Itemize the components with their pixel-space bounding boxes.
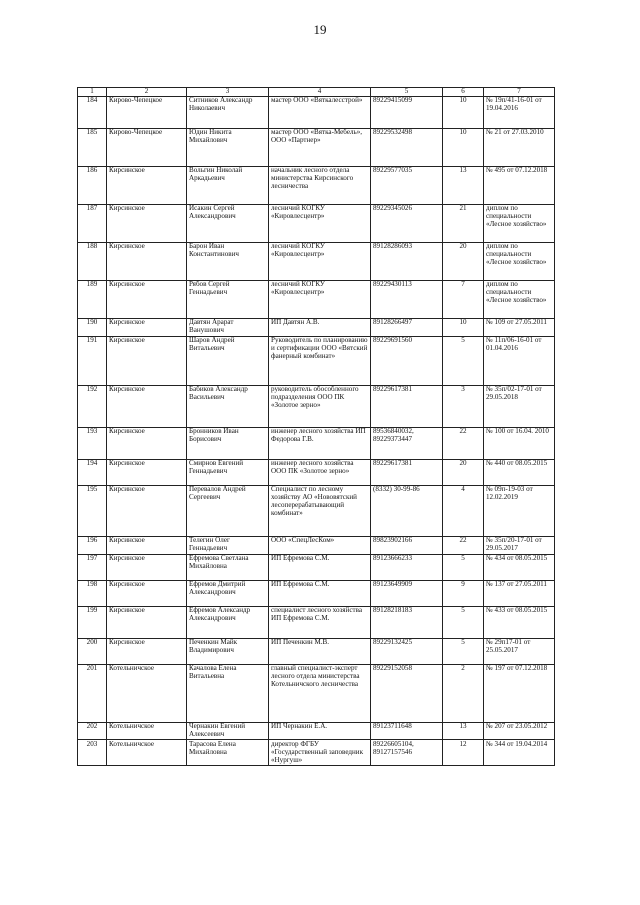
name-cell: Ефремов Александр Александрович: [187, 606, 269, 638]
document-cell: № 495 от 07.12.2018: [484, 166, 555, 204]
document-cell: № 09п-19-03 от 12.02.2019: [484, 485, 555, 536]
document-cell: № 35п/20-17-01 от 29.05.2017: [484, 536, 555, 554]
phone-cell: (8332) 30-99-86: [371, 485, 443, 536]
experience-cell: 21: [443, 204, 484, 242]
row-number: 185: [78, 128, 107, 166]
document-cell: № 11п/06-16-01 от 01.04.2016: [484, 336, 555, 385]
document-cell: № 109 от 27.05.2011: [484, 318, 555, 336]
row-number: 198: [78, 580, 107, 606]
experience-cell: 5: [443, 606, 484, 638]
phone-cell: 89123649909: [371, 580, 443, 606]
header-row: [78, 88, 555, 97]
name-cell: Юдин Никита Михайлович: [187, 128, 269, 166]
position-cell: лесничий КОГКУ «Кировлесцентр»: [269, 242, 371, 280]
position-cell: специалист лесного хозяйства ИП Ефремова С.М.: [269, 606, 371, 638]
table-row: [78, 554, 555, 580]
position-cell: Специалист по лесному хозяйству АО «Нововятский лесоперерабатывающий комбинат»: [269, 485, 371, 536]
document-cell: № 35п/02-17-01 от 29.05.2018: [484, 385, 555, 427]
district-cell: Кирсинское: [107, 554, 187, 580]
position-cell: руководитель обособленного подразделения ООО ПК «Золотое зерно»: [269, 385, 371, 427]
document-cell: № 344 от 19.04.2014: [484, 740, 555, 766]
position-cell: ИП Ефремова С.М.: [269, 580, 371, 606]
row-number: 192: [78, 385, 107, 427]
name-cell: Исакин Сергей Александрович: [187, 204, 269, 242]
table-row: [78, 242, 555, 280]
phone-cell: 89229430113: [371, 280, 443, 318]
name-cell: Барон Иван Константинович: [187, 242, 269, 280]
name-cell: Печенкин Майк Владимирович: [187, 638, 269, 664]
document-cell: диплом по специальности «Лесное хозяйство»: [484, 204, 555, 242]
document-cell: № 19п/41-16-01 от 19.04.2016: [484, 96, 555, 128]
table-row: [78, 722, 555, 740]
experience-cell: 13: [443, 722, 484, 740]
phone-cell: 89123711648: [371, 722, 443, 740]
experience-cell: 7: [443, 280, 484, 318]
row-number: 191: [78, 336, 107, 385]
name-cell: Качалова Елена Витальевна: [187, 664, 269, 722]
table-row: [78, 96, 555, 128]
experience-cell: 20: [443, 242, 484, 280]
row-number: 202: [78, 722, 107, 740]
col-header-3: 3: [187, 88, 269, 97]
name-cell: Шаров Андрей Витальевич: [187, 336, 269, 385]
position-cell: ИП Чернакин Е.А.: [269, 722, 371, 740]
table-row: [78, 280, 555, 318]
phone-cell: 89128266497: [371, 318, 443, 336]
position-cell: лесничий КОГКУ «Кировлесцентр»: [269, 280, 371, 318]
experience-cell: 4: [443, 485, 484, 536]
district-cell: Кирсинское: [107, 336, 187, 385]
name-cell: Бабиков Александр Васильевич: [187, 385, 269, 427]
position-cell: начальник лесного отдела министерства Кирсинского лесничества: [269, 166, 371, 204]
district-cell: Кирсинское: [107, 459, 187, 485]
experience-cell: 10: [443, 96, 484, 128]
name-cell: Ситников Александр Николаевич: [187, 96, 269, 128]
table-row: [78, 536, 555, 554]
district-cell: Кирсинское: [107, 580, 187, 606]
experience-cell: 22: [443, 427, 484, 459]
page-number: 19: [313, 22, 327, 37]
table-row: [78, 740, 555, 766]
experience-cell: 3: [443, 385, 484, 427]
col-header-5: 5: [371, 88, 443, 97]
position-cell: директор ФГБУ «Государственный заповедник «Нургуш»: [269, 740, 371, 766]
experience-cell: 5: [443, 336, 484, 385]
position-cell: мастер ООО «Вятка-Мебель», ООО «Партнер»: [269, 128, 371, 166]
col-header-4: 4: [269, 88, 371, 97]
table-row: [78, 606, 555, 638]
phone-cell: 89229415099: [371, 96, 443, 128]
name-cell: Смирнов Евгений Геннадьевич: [187, 459, 269, 485]
district-cell: Кирсинское: [107, 242, 187, 280]
phone-cell: 89123666233: [371, 554, 443, 580]
phone-cell: 89823902166: [371, 536, 443, 554]
col-header-1: 1: [78, 88, 107, 97]
document-cell: № 440 от 08.05.2015: [484, 459, 555, 485]
row-number: 187: [78, 204, 107, 242]
position-cell: ООО «СпецЛесКом»: [269, 536, 371, 554]
row-number: 186: [78, 166, 107, 204]
experience-cell: 13: [443, 166, 484, 204]
document-cell: № 197 от 07.12.2018: [484, 664, 555, 722]
table-row: [78, 336, 555, 385]
position-cell: инженер лесного хозяйства ООО ПК «Золотое зерно»: [269, 459, 371, 485]
district-cell: Кирово-Чепецкое: [107, 128, 187, 166]
document-cell: № 137 от 27.05.2011: [484, 580, 555, 606]
row-number: 197: [78, 554, 107, 580]
col-header-2: 2: [107, 88, 187, 97]
name-cell: Перевалов Андрей Сергеевич: [187, 485, 269, 536]
name-cell: Тарасова Елена Михайловна: [187, 740, 269, 766]
name-cell: Телегин Олег Геннадьевич: [187, 536, 269, 554]
row-number: 196: [78, 536, 107, 554]
phone-cell: 89229152058: [371, 664, 443, 722]
phone-cell: 89229577035: [371, 166, 443, 204]
experience-cell: 5: [443, 554, 484, 580]
col-header-7: 7: [484, 88, 555, 97]
table-row: [78, 459, 555, 485]
phone-cell: 89128218183: [371, 606, 443, 638]
district-cell: Кирсинское: [107, 204, 187, 242]
experience-cell: 22: [443, 536, 484, 554]
row-number: 194: [78, 459, 107, 485]
row-number: 190: [78, 318, 107, 336]
name-cell: Рябов Сергей Геннадьевич: [187, 280, 269, 318]
phone-cell: 89229532498: [371, 128, 443, 166]
row-number: 184: [78, 96, 107, 128]
table-row: [78, 166, 555, 204]
position-cell: лесничий КОГКУ «Кировлесцентр»: [269, 204, 371, 242]
row-number: 200: [78, 638, 107, 664]
table-row: [78, 385, 555, 427]
name-cell: Ефремов Дмитрий Александрович: [187, 580, 269, 606]
table-row: [78, 664, 555, 722]
district-cell: Кирсинское: [107, 536, 187, 554]
district-cell: Кирсинское: [107, 166, 187, 204]
table-row: [78, 638, 555, 664]
district-cell: Котельничское: [107, 722, 187, 740]
position-cell: ИП Давтян А.В.: [269, 318, 371, 336]
table-row: [78, 204, 555, 242]
row-number: 188: [78, 242, 107, 280]
registry-table: [77, 87, 555, 766]
document-cell: № 100 от 16.04. 2010: [484, 427, 555, 459]
name-cell: Бронников Иван Борисович: [187, 427, 269, 459]
district-cell: Котельничское: [107, 664, 187, 722]
district-cell: Котельничское: [107, 740, 187, 766]
phone-cell: 89229691560: [371, 336, 443, 385]
district-cell: Кирсинское: [107, 427, 187, 459]
document-cell: диплом по специальности «Лесное хозяйство»: [484, 280, 555, 318]
experience-cell: 5: [443, 638, 484, 664]
table-row: [78, 128, 555, 166]
row-number: 189: [78, 280, 107, 318]
phone-cell: 89229617381: [371, 459, 443, 485]
district-cell: Кирсинское: [107, 638, 187, 664]
row-number: 193: [78, 427, 107, 459]
document-cell: диплом по специальности «Лесное хозяйство»: [484, 242, 555, 280]
experience-cell: 20: [443, 459, 484, 485]
position-cell: главный специалист-эксперт лесного отдела министерства Котельничского лесничества: [269, 664, 371, 722]
phone-cell: 89536840032, 89229373447: [371, 427, 443, 459]
phone-cell: 89226605104, 89127157546: [371, 740, 443, 766]
district-cell: Кирсинское: [107, 485, 187, 536]
experience-cell: 9: [443, 580, 484, 606]
position-cell: ИП Печенкин М.В.: [269, 638, 371, 664]
row-number: 199: [78, 606, 107, 638]
document-cell: № 434 от 08.05.2015: [484, 554, 555, 580]
name-cell: Чернакин Евгений Алексеевич: [187, 722, 269, 740]
phone-cell: 89229617381: [371, 385, 443, 427]
document-cell: № 433 от 08.05.2015: [484, 606, 555, 638]
position-cell: Руководитель по планированию и сертификации ООО «Вятский фанерный комбинат»: [269, 336, 371, 385]
experience-cell: 10: [443, 128, 484, 166]
document-cell: № 207 от 23.05.2012: [484, 722, 555, 740]
position-cell: мастер ООО «Вяткалесстрой»: [269, 96, 371, 128]
district-cell: Кирсинское: [107, 385, 187, 427]
row-number: 195: [78, 485, 107, 536]
col-header-6: 6: [443, 88, 484, 97]
district-cell: Кирсинское: [107, 606, 187, 638]
row-number: 201: [78, 664, 107, 722]
experience-cell: 12: [443, 740, 484, 766]
experience-cell: 2: [443, 664, 484, 722]
phone-cell: 89128286093: [371, 242, 443, 280]
position-cell: инженер лесного хозяйства ИП Федорова Г.В.: [269, 427, 371, 459]
experience-cell: 10: [443, 318, 484, 336]
table-row: [78, 318, 555, 336]
table-row: [78, 580, 555, 606]
district-cell: Кирово-Чепецкое: [107, 96, 187, 128]
name-cell: Вольгин Николай Аркадьевич: [187, 166, 269, 204]
name-cell: Ефремова Светлана Михайловна: [187, 554, 269, 580]
name-cell: Давтян Арарат Ванушович: [187, 318, 269, 336]
district-cell: Кирсинское: [107, 280, 187, 318]
phone-cell: 89229345026: [371, 204, 443, 242]
district-cell: Кирсинское: [107, 318, 187, 336]
table-row: [78, 485, 555, 536]
document-cell: № 21 от 27.03.2010: [484, 128, 555, 166]
document-cell: № 29п17-01 от 25.05.2017: [484, 638, 555, 664]
phone-cell: 89229132425: [371, 638, 443, 664]
position-cell: ИП Ефремова С.М.: [269, 554, 371, 580]
row-number: 203: [78, 740, 107, 766]
table-row: [78, 427, 555, 459]
